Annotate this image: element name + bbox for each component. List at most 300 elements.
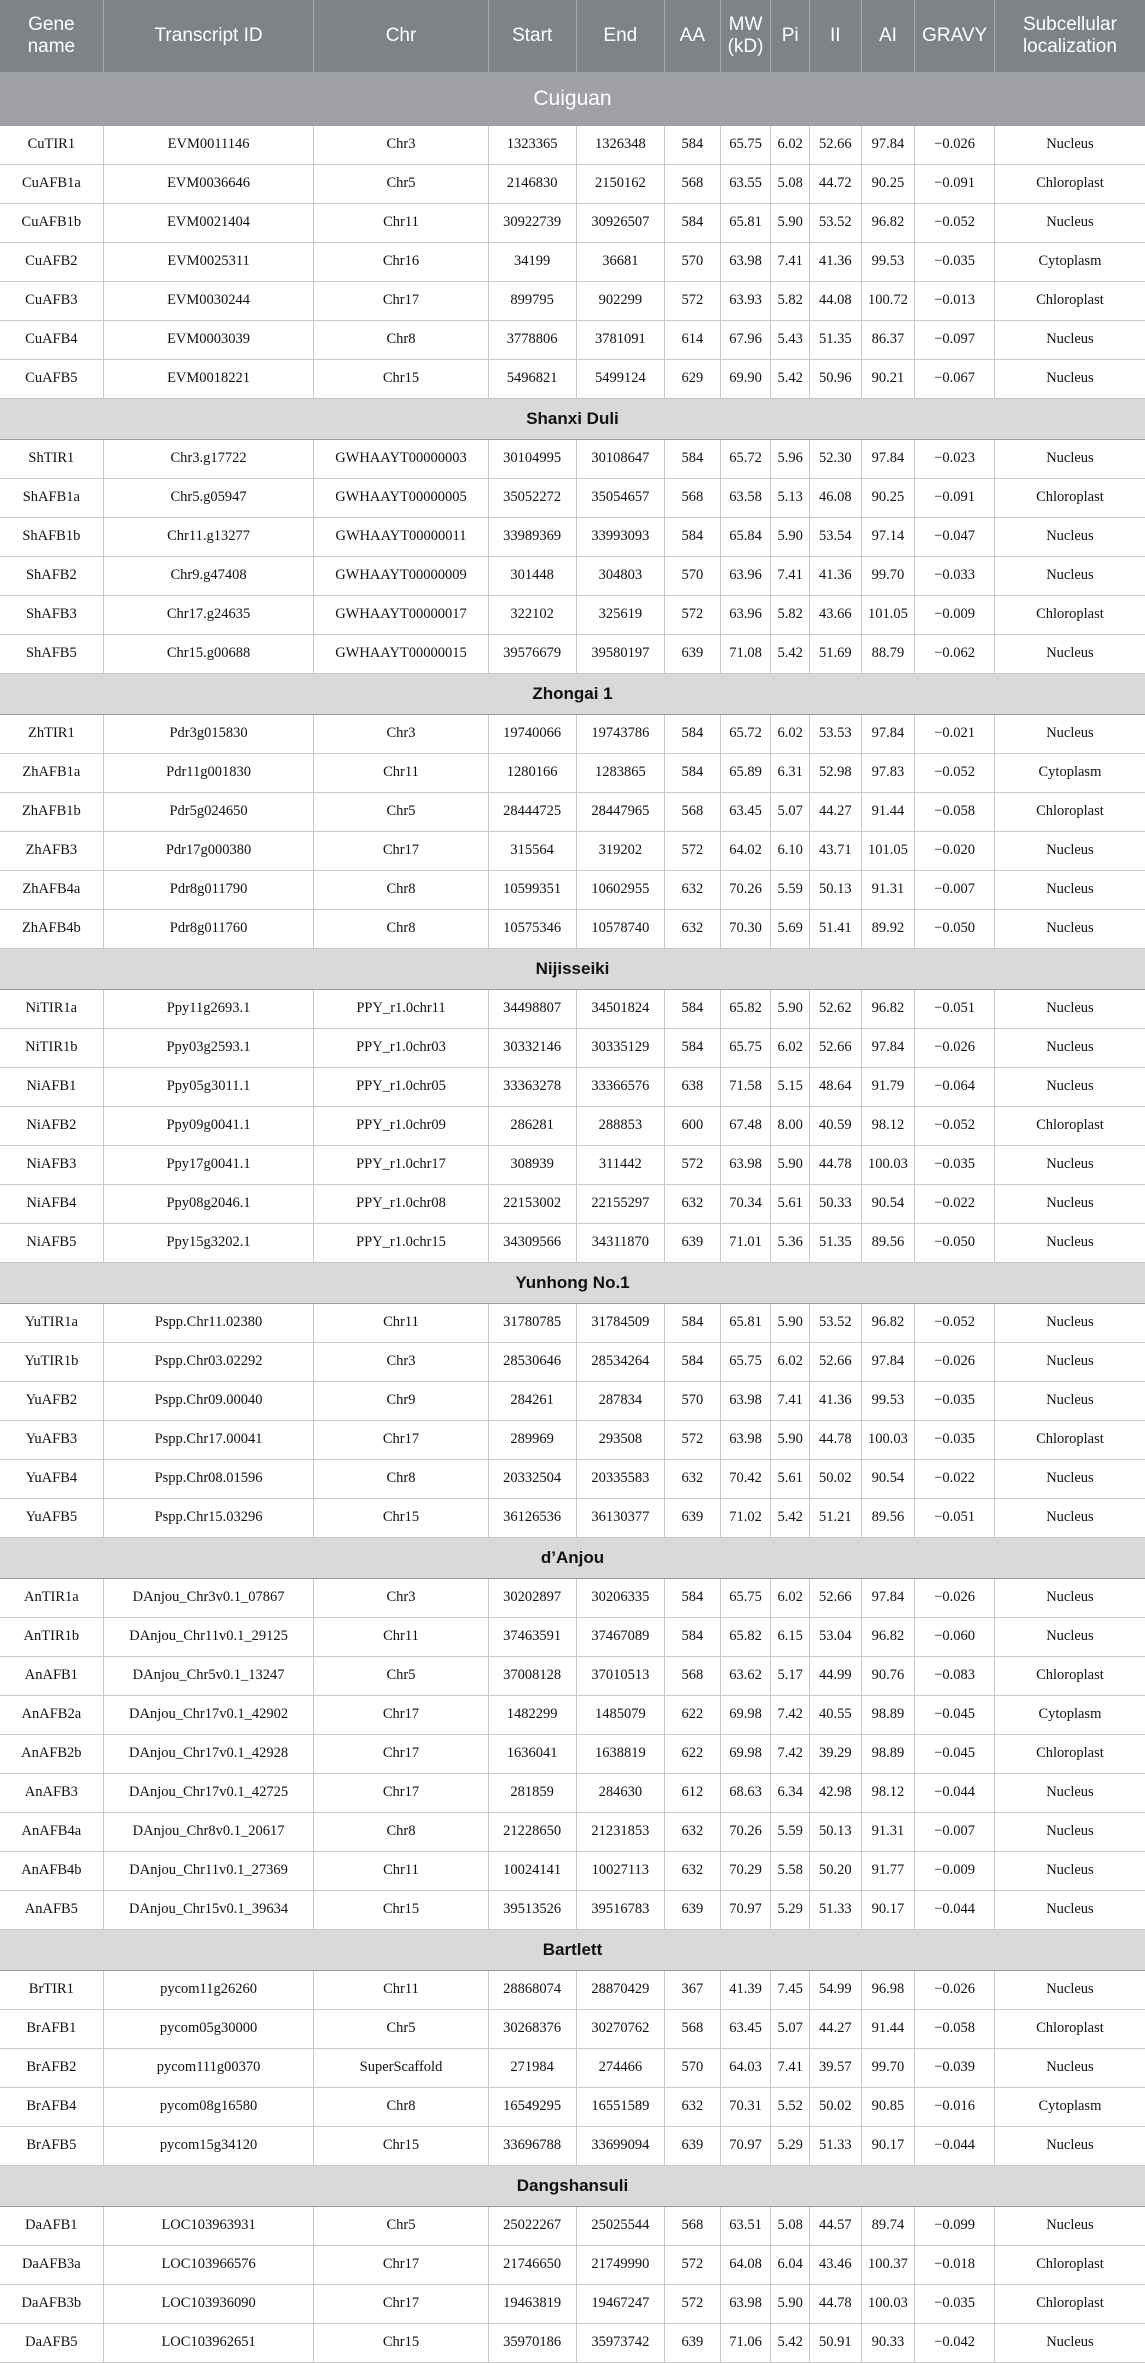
table-cell: 1485079 xyxy=(576,1695,664,1734)
table-cell: AnAFB1 xyxy=(0,1656,103,1695)
table-cell: 51.21 xyxy=(810,1498,862,1537)
table-cell: BrAFB5 xyxy=(0,2126,103,2165)
table-cell: Chr9 xyxy=(314,1381,488,1420)
table-cell: EVM0018221 xyxy=(103,359,314,398)
table-cell: Pdr8g011760 xyxy=(103,909,314,948)
table-cell: 639 xyxy=(664,2323,720,2362)
group-header-row xyxy=(0,948,1145,989)
table-cell: DAnjou_Chr15v0.1_39634 xyxy=(103,1890,314,1929)
table-cell: 5499124 xyxy=(576,359,664,398)
table-cell: Nucleus xyxy=(994,1342,1145,1381)
table-cell: 35973742 xyxy=(576,2323,664,2362)
table-cell: 44.78 xyxy=(810,2284,862,2323)
table-cell: Nucleus xyxy=(994,2323,1145,2362)
table-cell: 367 xyxy=(664,1970,720,2009)
table-cell: Chr17 xyxy=(314,1773,488,1812)
table-cell: 5.07 xyxy=(771,792,810,831)
table-cell: AnTIR1a xyxy=(0,1578,103,1617)
table-cell: −0.052 xyxy=(915,753,995,792)
table-cell: DAnjou_Chr17v0.1_42902 xyxy=(103,1695,314,1734)
table-cell: −0.007 xyxy=(915,870,995,909)
table-cell: 101.05 xyxy=(861,595,915,634)
table-cell: ShAFB5 xyxy=(0,634,103,673)
table-cell: 34199 xyxy=(488,242,576,281)
column-header: II xyxy=(810,0,862,72)
table-cell: 5.42 xyxy=(771,634,810,673)
table-cell: 288853 xyxy=(576,1106,664,1145)
table-cell: 6.02 xyxy=(771,1028,810,1067)
table-cell: 99.70 xyxy=(861,2048,915,2087)
table-cell: −0.018 xyxy=(915,2245,995,2284)
cultivar-name: Yunhong No.1 xyxy=(0,1262,1145,1303)
table-cell: Chr11 xyxy=(314,1303,488,1342)
table-cell: 5.90 xyxy=(771,1420,810,1459)
table-cell: 52.66 xyxy=(810,125,862,164)
table-cell: 63.98 xyxy=(720,1145,771,1184)
table-cell: 53.52 xyxy=(810,203,862,242)
table-cell: 16549295 xyxy=(488,2087,576,2126)
table-cell: 632 xyxy=(664,870,720,909)
table-cell: 622 xyxy=(664,1734,720,1773)
table-cell: Chr3 xyxy=(314,1342,488,1381)
table-cell: 28447965 xyxy=(576,792,664,831)
table-cell: 97.84 xyxy=(861,1028,915,1067)
table-cell: 30104995 xyxy=(488,439,576,478)
table-cell: 71.06 xyxy=(720,2323,771,2362)
table-cell: Chr5 xyxy=(314,164,488,203)
group-header-row xyxy=(0,1929,1145,1970)
table-cell: AnAFB4b xyxy=(0,1851,103,1890)
table-cell: Chloroplast xyxy=(994,595,1145,634)
table-cell: 1323365 xyxy=(488,125,576,164)
table-cell: Chloroplast xyxy=(994,792,1145,831)
table-cell: Chr11 xyxy=(314,1617,488,1656)
table-cell: Nucleus xyxy=(994,714,1145,753)
table-cell: Cytoplasm xyxy=(994,2087,1145,2126)
table-cell: Nucleus xyxy=(994,320,1145,359)
table-cell: 622 xyxy=(664,1695,720,1734)
table-row xyxy=(0,595,1145,634)
table-cell: 28868074 xyxy=(488,1970,576,2009)
table-cell: 63.93 xyxy=(720,281,771,320)
table-cell: 91.44 xyxy=(861,792,915,831)
table-cell: NiAFB5 xyxy=(0,1223,103,1262)
table-cell: 5.17 xyxy=(771,1656,810,1695)
table-cell: −0.009 xyxy=(915,595,995,634)
table-cell: −0.099 xyxy=(915,2206,995,2245)
table-cell: 902299 xyxy=(576,281,664,320)
table-cell: CuAFB3 xyxy=(0,281,103,320)
table-cell: 5.61 xyxy=(771,1184,810,1223)
table-cell: Chr5 xyxy=(314,2009,488,2048)
table-cell: 6.02 xyxy=(771,1342,810,1381)
table-cell: 5.90 xyxy=(771,2284,810,2323)
table-cell: 41.36 xyxy=(810,242,862,281)
table-cell: 30270762 xyxy=(576,2009,664,2048)
table-cell: −0.013 xyxy=(915,281,995,320)
table-cell: 8.00 xyxy=(771,1106,810,1145)
table-cell: −0.023 xyxy=(915,439,995,478)
table-cell: −0.044 xyxy=(915,1773,995,1812)
table-cell: 572 xyxy=(664,1420,720,1459)
table-cell: Nucleus xyxy=(994,634,1145,673)
table-cell: 570 xyxy=(664,2048,720,2087)
table-cell: 41.39 xyxy=(720,1970,771,2009)
table-cell: 53.52 xyxy=(810,1303,862,1342)
table-cell: 30202897 xyxy=(488,1578,576,1617)
table-cell: −0.009 xyxy=(915,1851,995,1890)
table-cell: Chr8 xyxy=(314,2087,488,2126)
table-cell: 63.98 xyxy=(720,2284,771,2323)
table-cell: 1280166 xyxy=(488,753,576,792)
table-cell: PPY_r1.0chr11 xyxy=(314,989,488,1028)
table-cell: NiAFB4 xyxy=(0,1184,103,1223)
table-row xyxy=(0,1578,1145,1617)
table-cell: 629 xyxy=(664,359,720,398)
table-cell: 50.96 xyxy=(810,359,862,398)
table-cell: 3781091 xyxy=(576,320,664,359)
table-cell: 63.96 xyxy=(720,556,771,595)
column-header: AA xyxy=(664,0,720,72)
table-cell: ShAFB3 xyxy=(0,595,103,634)
table-cell: −0.060 xyxy=(915,1617,995,1656)
table-cell: Chr11 xyxy=(314,1851,488,1890)
column-header: Chr xyxy=(314,0,488,72)
table-cell: 5.90 xyxy=(771,517,810,556)
table-cell: Ppy11g2693.1 xyxy=(103,989,314,1028)
group-header-row xyxy=(0,72,1145,125)
table-cell: Pdr3g015830 xyxy=(103,714,314,753)
table-cell: −0.045 xyxy=(915,1695,995,1734)
table-cell: 44.78 xyxy=(810,1420,862,1459)
table-cell: GWHAAYT00000011 xyxy=(314,517,488,556)
table-cell: Pspp.Chr08.01596 xyxy=(103,1459,314,1498)
table-cell: Nucleus xyxy=(994,870,1145,909)
table-cell: 7.45 xyxy=(771,1970,810,2009)
table-cell: −0.022 xyxy=(915,1459,995,1498)
table-cell: Chr11 xyxy=(314,1970,488,2009)
table-cell: 570 xyxy=(664,556,720,595)
table-cell: 63.96 xyxy=(720,595,771,634)
table-cell: 65.89 xyxy=(720,753,771,792)
table-cell: 89.74 xyxy=(861,2206,915,2245)
table-cell: 572 xyxy=(664,595,720,634)
table-cell: 44.08 xyxy=(810,281,862,320)
header-row xyxy=(0,0,1145,72)
table-cell: Chloroplast xyxy=(994,281,1145,320)
table-cell: Nucleus xyxy=(994,2206,1145,2245)
table-row xyxy=(0,1970,1145,2009)
table-cell: 572 xyxy=(664,831,720,870)
table-cell: 6.02 xyxy=(771,125,810,164)
table-cell: −0.020 xyxy=(915,831,995,870)
table-row xyxy=(0,1773,1145,1812)
table-cell: 90.17 xyxy=(861,1890,915,1929)
table-cell: 584 xyxy=(664,714,720,753)
table-cell: Pdr5g024650 xyxy=(103,792,314,831)
table-cell: DAnjou_Chr8v0.1_20617 xyxy=(103,1812,314,1851)
table-cell: 43.66 xyxy=(810,595,862,634)
table-cell: 612 xyxy=(664,1773,720,1812)
table-cell: 63.98 xyxy=(720,1381,771,1420)
table-cell: Pdr11g001830 xyxy=(103,753,314,792)
table-cell: 632 xyxy=(664,1851,720,1890)
table-row xyxy=(0,1459,1145,1498)
cultivar-name: Cuiguan xyxy=(0,72,1145,125)
table-cell: Chr17 xyxy=(314,2284,488,2323)
table-cell: Chr5 xyxy=(314,792,488,831)
table-cell: 5.69 xyxy=(771,909,810,948)
table-row xyxy=(0,1381,1145,1420)
table-cell: −0.091 xyxy=(915,164,995,203)
table-cell: 54.99 xyxy=(810,1970,862,2009)
table-cell: 70.29 xyxy=(720,1851,771,1890)
table-cell: 632 xyxy=(664,2087,720,2126)
table-row xyxy=(0,1851,1145,1890)
table-row xyxy=(0,125,1145,164)
table-row xyxy=(0,2126,1145,2165)
table-cell: 20332504 xyxy=(488,1459,576,1498)
table-row xyxy=(0,831,1145,870)
table-cell: 46.08 xyxy=(810,478,862,517)
table-cell: 5.42 xyxy=(771,2323,810,2362)
table-cell: DaAFB3b xyxy=(0,2284,103,2323)
table-cell: 99.70 xyxy=(861,556,915,595)
table-cell: 50.13 xyxy=(810,1812,862,1851)
table-row xyxy=(0,753,1145,792)
table-cell: 33699094 xyxy=(576,2126,664,2165)
table-cell: 5.58 xyxy=(771,1851,810,1890)
table-cell: 2150162 xyxy=(576,164,664,203)
table-cell: 86.37 xyxy=(861,320,915,359)
table-cell: CuAFB1b xyxy=(0,203,103,242)
table-cell: Pspp.Chr09.00040 xyxy=(103,1381,314,1420)
table-cell: −0.064 xyxy=(915,1067,995,1106)
table-cell: AnAFB2b xyxy=(0,1734,103,1773)
table-cell: DAnjou_Chr5v0.1_13247 xyxy=(103,1656,314,1695)
table-cell: 33696788 xyxy=(488,2126,576,2165)
table-cell: Nucleus xyxy=(994,1223,1145,1262)
table-row xyxy=(0,1184,1145,1223)
table-cell: 100.37 xyxy=(861,2245,915,2284)
table-cell: SuperScaffold xyxy=(314,2048,488,2087)
table-cell: Nucleus xyxy=(994,1578,1145,1617)
table-cell: 568 xyxy=(664,2009,720,2048)
table-cell: Chr5 xyxy=(314,1656,488,1695)
table-cell: 281859 xyxy=(488,1773,576,1812)
table-cell: GWHAAYT00000005 xyxy=(314,478,488,517)
table-cell: Nucleus xyxy=(994,1067,1145,1106)
table-row xyxy=(0,2087,1145,2126)
table-cell: Nucleus xyxy=(994,1851,1145,1890)
table-cell: 21746650 xyxy=(488,2245,576,2284)
table-cell: −0.045 xyxy=(915,1734,995,1773)
table-cell: GWHAAYT00000003 xyxy=(314,439,488,478)
table-cell: 65.72 xyxy=(720,714,771,753)
table-row xyxy=(0,1067,1145,1106)
table-cell: 5.61 xyxy=(771,1459,810,1498)
table-cell: Chloroplast xyxy=(994,1734,1145,1773)
table-cell: 322102 xyxy=(488,595,576,634)
table-cell: 36130377 xyxy=(576,1498,664,1537)
table-cell: ZhAFB1a xyxy=(0,753,103,792)
table-row xyxy=(0,2284,1145,2323)
table-cell: 51.33 xyxy=(810,1890,862,1929)
table-cell: 1283865 xyxy=(576,753,664,792)
table-cell: Ppy09g0041.1 xyxy=(103,1106,314,1145)
table-cell: 67.48 xyxy=(720,1106,771,1145)
group-header-row xyxy=(0,673,1145,714)
table-cell: DaAFB1 xyxy=(0,2206,103,2245)
table-cell: Chr3 xyxy=(314,1578,488,1617)
table-body xyxy=(0,72,1145,2362)
table-cell: Chr8 xyxy=(314,320,488,359)
table-cell: −0.021 xyxy=(915,714,995,753)
table-cell: PPY_r1.0chr03 xyxy=(314,1028,488,1067)
table-cell: −0.047 xyxy=(915,517,995,556)
table-cell: 97.83 xyxy=(861,753,915,792)
table-cell: pycom15g34120 xyxy=(103,2126,314,2165)
table-cell: 41.36 xyxy=(810,556,862,595)
table-cell: 52.66 xyxy=(810,1028,862,1067)
table-cell: 19743786 xyxy=(576,714,664,753)
table-cell: Chr3 xyxy=(314,125,488,164)
table-cell: 97.84 xyxy=(861,1342,915,1381)
table-cell: Nucleus xyxy=(994,1970,1145,2009)
table-cell: 39.57 xyxy=(810,2048,862,2087)
table-cell: 89.56 xyxy=(861,1223,915,1262)
table-cell: 7.41 xyxy=(771,2048,810,2087)
table-cell: 5.15 xyxy=(771,1067,810,1106)
table-cell: ZhAFB4b xyxy=(0,909,103,948)
cultivar-name: Dangshansuli xyxy=(0,2165,1145,2206)
table-cell: 100.03 xyxy=(861,2284,915,2323)
table-cell: ShAFB1b xyxy=(0,517,103,556)
table-cell: 91.31 xyxy=(861,870,915,909)
table-cell: 5.08 xyxy=(771,2206,810,2245)
table-cell: 6.02 xyxy=(771,714,810,753)
table-cell: BrAFB1 xyxy=(0,2009,103,2048)
table-cell: 34309566 xyxy=(488,1223,576,1262)
table-cell: 30268376 xyxy=(488,2009,576,2048)
table-cell: 639 xyxy=(664,1498,720,1537)
table-cell: GWHAAYT00000009 xyxy=(314,556,488,595)
table-cell: Cytoplasm xyxy=(994,242,1145,281)
group-header-row xyxy=(0,1537,1145,1578)
table-row xyxy=(0,1695,1145,1734)
table-cell: Chr5.g05947 xyxy=(103,478,314,517)
column-header: Transcript ID xyxy=(103,0,314,72)
table-cell: 287834 xyxy=(576,1381,664,1420)
table-cell: −0.035 xyxy=(915,1145,995,1184)
table-cell: CuAFB1a xyxy=(0,164,103,203)
table-cell: 7.41 xyxy=(771,556,810,595)
table-cell: 572 xyxy=(664,1145,720,1184)
table-cell: Pspp.Chr11.02380 xyxy=(103,1303,314,1342)
table-cell: EVM0036646 xyxy=(103,164,314,203)
table-cell: 50.33 xyxy=(810,1184,862,1223)
table-cell: 284261 xyxy=(488,1381,576,1420)
table-cell: 97.14 xyxy=(861,517,915,556)
table-cell: 5.42 xyxy=(771,1498,810,1537)
table-cell: 25025544 xyxy=(576,2206,664,2245)
table-cell: −0.050 xyxy=(915,909,995,948)
table-cell: 53.54 xyxy=(810,517,862,556)
table-cell: 51.69 xyxy=(810,634,862,673)
table-cell: Chr17 xyxy=(314,831,488,870)
table-cell: 50.13 xyxy=(810,870,862,909)
table-cell: 101.05 xyxy=(861,831,915,870)
table-cell: DAnjou_Chr17v0.1_42725 xyxy=(103,1773,314,1812)
table-cell: 33993093 xyxy=(576,517,664,556)
table-cell: 65.75 xyxy=(720,1578,771,1617)
table-cell: 44.99 xyxy=(810,1656,862,1695)
table-cell: −0.035 xyxy=(915,1381,995,1420)
table-cell: Nucleus xyxy=(994,1498,1145,1537)
table-cell: Chr17 xyxy=(314,281,488,320)
table-cell: 48.64 xyxy=(810,1067,862,1106)
table-cell: Chr17.g24635 xyxy=(103,595,314,634)
table-cell: Nucleus xyxy=(994,2048,1145,2087)
table-row xyxy=(0,714,1145,753)
table-cell: 37467089 xyxy=(576,1617,664,1656)
table-cell: −0.026 xyxy=(915,1028,995,1067)
table-row xyxy=(0,164,1145,203)
table-cell: 25022267 xyxy=(488,2206,576,2245)
table-cell: Nucleus xyxy=(994,517,1145,556)
table-cell: GWHAAYT00000017 xyxy=(314,595,488,634)
table-cell: 69.98 xyxy=(720,1695,771,1734)
table-cell: 52.98 xyxy=(810,753,862,792)
table-cell: AnAFB3 xyxy=(0,1773,103,1812)
table-cell: Chr5 xyxy=(314,2206,488,2245)
table-cell: PPY_r1.0chr05 xyxy=(314,1067,488,1106)
table-cell: 289969 xyxy=(488,1420,576,1459)
table-cell: −0.033 xyxy=(915,556,995,595)
table-cell: LOC103966576 xyxy=(103,2245,314,2284)
table-cell: 91.44 xyxy=(861,2009,915,2048)
table-cell: −0.083 xyxy=(915,1656,995,1695)
table-cell: 30332146 xyxy=(488,1028,576,1067)
table-cell: 90.54 xyxy=(861,1459,915,1498)
table-cell: 99.53 xyxy=(861,1381,915,1420)
table-cell: LOC103962651 xyxy=(103,2323,314,2362)
table-cell: Chr3 xyxy=(314,714,488,753)
table-cell: 96.82 xyxy=(861,1617,915,1656)
table-row xyxy=(0,242,1145,281)
table-cell: 39513526 xyxy=(488,1890,576,1929)
table-cell: Chloroplast xyxy=(994,1420,1145,1459)
table-row xyxy=(0,1106,1145,1145)
table-cell: 71.01 xyxy=(720,1223,771,1262)
table-cell: −0.051 xyxy=(915,1498,995,1537)
table-cell: PPY_r1.0chr08 xyxy=(314,1184,488,1223)
table-cell: 7.42 xyxy=(771,1695,810,1734)
table-cell: Nucleus xyxy=(994,1890,1145,1929)
table-cell: 98.89 xyxy=(861,1695,915,1734)
table-cell: −0.062 xyxy=(915,634,995,673)
table-cell: 43.71 xyxy=(810,831,862,870)
table-cell: 64.03 xyxy=(720,2048,771,2087)
table-cell: 35054657 xyxy=(576,478,664,517)
table-cell: 96.82 xyxy=(861,989,915,1028)
table-cell: 43.46 xyxy=(810,2245,862,2284)
table-row xyxy=(0,634,1145,673)
table-row xyxy=(0,1420,1145,1459)
table-row xyxy=(0,2323,1145,2362)
table-cell: 632 xyxy=(664,909,720,948)
table-cell: 639 xyxy=(664,634,720,673)
